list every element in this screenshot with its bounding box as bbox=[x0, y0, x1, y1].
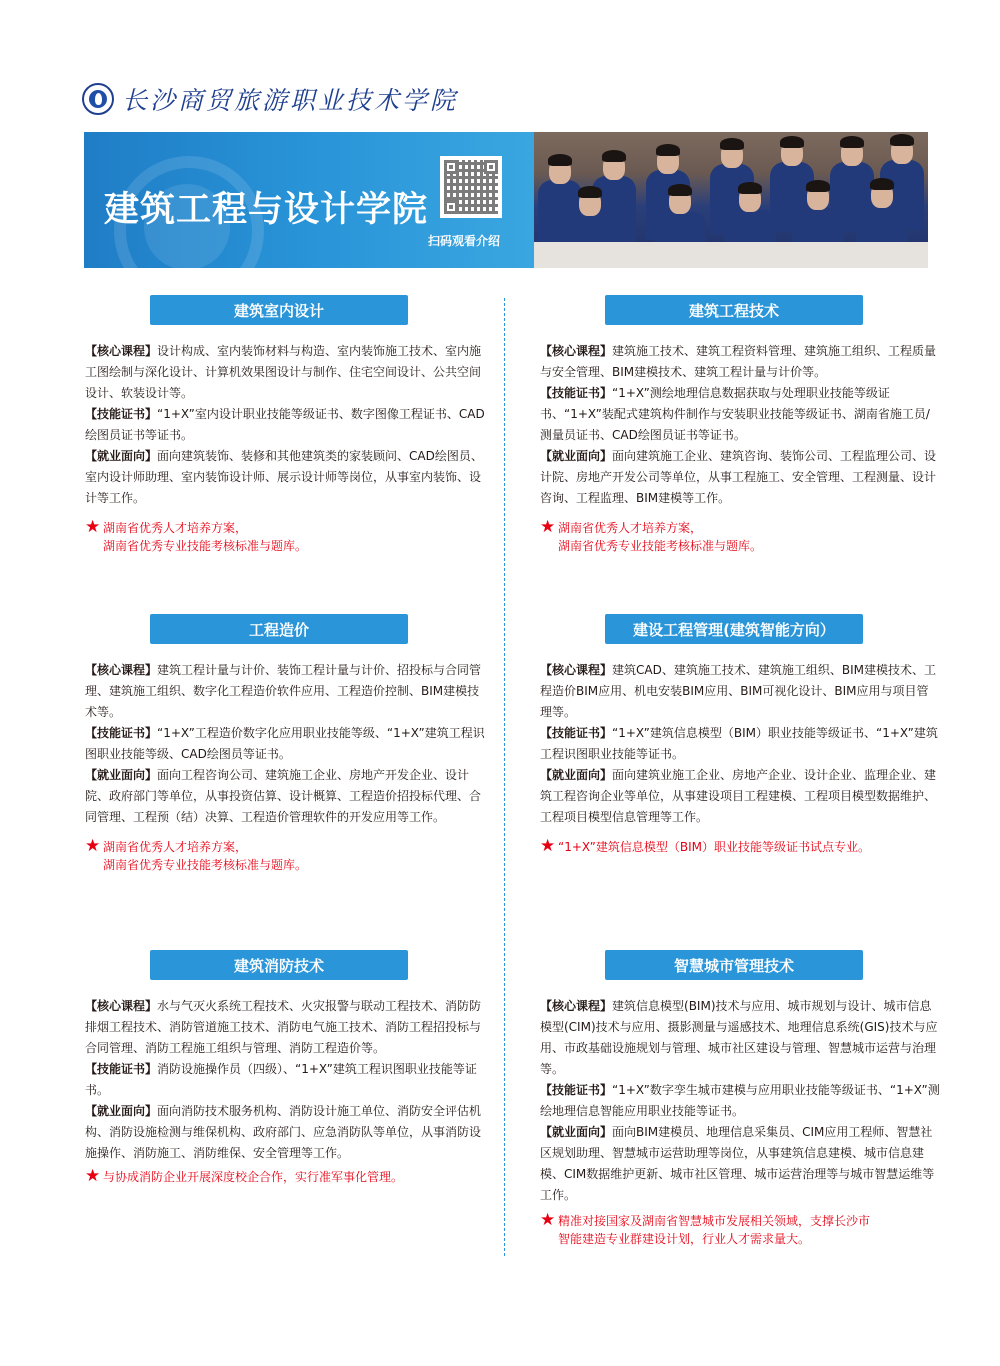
program-title: 建筑工程技术 bbox=[605, 295, 863, 325]
cert-label: 【技能证书】 bbox=[540, 1083, 613, 1097]
star-icon: ★ bbox=[85, 836, 101, 856]
school-name: 长沙商贸旅游职业技术学院 bbox=[122, 86, 459, 115]
program-construction-management bbox=[540, 614, 940, 856]
star-icon: ★ bbox=[540, 836, 556, 856]
certificates: “1+X”室内设计职业技能等级证书、数字图像工程证书、CAD绘图员证书等证书。 bbox=[85, 407, 485, 442]
employment: 面向建筑业施工企业、房地产企业、设计企业、监理企业、建筑工程咨询企业等单位，从事建设项目工程建模、工程项目模型数据维护、工程项目模型信息管理等工作。 bbox=[540, 768, 937, 824]
program-title: 建设工程管理(建筑智能方向） bbox=[605, 614, 863, 644]
certificates: “1+X”建筑信息模型（BIM）职业技能等级证书、“1+X”建筑工程识图职业技能等证书。 bbox=[540, 726, 938, 761]
program-building-engineering bbox=[540, 295, 940, 555]
employment: 面向消防技术服务机构、消防设计施工单位、消防安全评估机构、消防设施检测与维保机构、政府部门、应急消防队等单位，从事消防设施操作、消防施工、消防维保、安全管理等工作。 bbox=[85, 1104, 482, 1160]
program-details bbox=[85, 341, 485, 509]
students-photo bbox=[534, 132, 928, 268]
core-label: 【核心课程】 bbox=[540, 663, 613, 677]
program-fire-protection bbox=[85, 950, 485, 1186]
cert-label: 【技能证书】 bbox=[85, 1062, 158, 1076]
cert-label: 【技能证书】 bbox=[540, 386, 613, 400]
star-icon: ★ bbox=[540, 517, 556, 537]
program-highlight bbox=[85, 1168, 485, 1186]
highlight-line: 精准对接国家及湖南省智慧城市发展相关领域，支撑长沙市 bbox=[558, 1214, 871, 1228]
certificates: “1+X”数字孪生城市建模与应用职业技能等级证书、“1+X”测绘地理信息智能应用职业技能等证书。 bbox=[540, 1083, 940, 1118]
column-divider bbox=[504, 298, 505, 1256]
core-label: 【核心课程】 bbox=[540, 999, 613, 1013]
program-title: 建筑消防技术 bbox=[150, 950, 408, 980]
program-cost-engineering bbox=[85, 614, 485, 874]
job-label: 【就业面向】 bbox=[85, 768, 158, 782]
employment: 面向建筑施工企业、建筑咨询、装饰公司、工程监理公司、设计院、房地产开发公司等单位，从事工程施工、安全管理、工程测量、设计咨询、工程监理、BIM建模等工作。 bbox=[540, 449, 937, 505]
highlight-line: 湖南省优秀人才培养方案， bbox=[103, 521, 248, 535]
school-logo bbox=[82, 82, 458, 116]
program-highlight bbox=[540, 838, 940, 856]
qr-finder-icon bbox=[444, 200, 458, 214]
highlight-line: 湖南省优秀专业技能考核标准与题库。 bbox=[103, 858, 308, 872]
program-details bbox=[540, 660, 940, 828]
certificates: “1+X”测绘地理信息数据获取与处理职业技能等级证书、“1+X”装配式建筑构件制作与安装职业技能等级证书、湖南省施工员/测量员证书、CAD绘图员证书等证书。 bbox=[540, 386, 930, 442]
core-label: 【核心课程】 bbox=[540, 344, 613, 358]
job-label: 【就业面向】 bbox=[85, 1104, 158, 1118]
highlight-line: 湖南省优秀专业技能考核标准与题库。 bbox=[103, 539, 308, 553]
certificates: “1+X”工程造价数字化应用职业技能等级、“1+X”建筑工程识图职业技能等级、CAD绘图员等证书。 bbox=[85, 726, 485, 761]
job-label: 【就业面向】 bbox=[540, 449, 613, 463]
qr-label: 扫码观看介绍 bbox=[428, 234, 501, 248]
highlight-line: 湖南省优秀人才培养方案， bbox=[558, 521, 703, 535]
program-highlight bbox=[540, 519, 940, 555]
core-courses: 建筑工程计量与计价、装饰工程计量与计价、招投标与合同管理、建筑施工组织、数字化工程造价软件应用、工程造价控制、BIM建模技术等。 bbox=[85, 663, 482, 719]
core-courses: 水与气灭火系统工程技术、火灾报警与联动工程技术、消防防排烟工程技术、消防管道施工技术、消防电气施工技术、消防工程招投标与合同管理、消防工程施工组织与管理、消防工程造价等。 bbox=[85, 999, 482, 1055]
star-icon: ★ bbox=[540, 1210, 556, 1230]
program-highlight bbox=[85, 838, 485, 874]
program-highlight bbox=[540, 1212, 940, 1248]
core-courses: 建筑施工技术、建筑工程资料管理、建筑施工组织、工程质量与安全管理、BIM建模技术、建筑工程计量与计价等。 bbox=[540, 344, 937, 379]
banner-background bbox=[84, 132, 534, 268]
program-details bbox=[85, 996, 485, 1164]
program-interior-design bbox=[85, 295, 485, 555]
employment: 面向建筑装饰、装修和其他建筑类的家装顾问、CAD绘图员、室内设计师助理、室内装饰设计师、展示设计师等岗位，从事室内装饰、设计等工作。 bbox=[85, 449, 483, 505]
job-label: 【就业面向】 bbox=[540, 768, 613, 782]
highlight-line: 智能建造专业群建设计划，行业人才需求量大。 bbox=[558, 1232, 811, 1246]
program-smart-city bbox=[540, 950, 940, 1248]
job-label: 【就业面向】 bbox=[85, 449, 158, 463]
program-title: 工程造价 bbox=[150, 614, 408, 644]
program-title: 智慧城市管理技术 bbox=[605, 950, 863, 980]
qr-code-icon bbox=[444, 160, 498, 214]
header-banner bbox=[84, 132, 928, 268]
highlight-line: 湖南省优秀人才培养方案， bbox=[103, 840, 248, 854]
program-details bbox=[540, 341, 940, 509]
star-icon: ★ bbox=[85, 1166, 101, 1186]
employment: 面向BIM建模员、地理信息采集员、CIM应用工程师、智慧社区规划助理、智慧城市运营助理等岗位，从事建筑信息建模、城市信息建模、CIM数据维护更新、城市社区管理、城市运营治理等与城市智慧运维等工作。 bbox=[540, 1125, 935, 1202]
qr-code[interactable] bbox=[440, 156, 502, 218]
program-details bbox=[540, 996, 940, 1206]
highlight-line: 湖南省优秀专业技能考核标准与题库。 bbox=[558, 539, 763, 553]
qr-finder-icon bbox=[444, 160, 458, 174]
star-icon: ★ bbox=[85, 517, 101, 537]
highlight-line: 与协成消防企业开展深度校企合作，实行准军事化管理。 bbox=[103, 1170, 404, 1184]
core-courses: 设计构成、室内装饰材料与构造、室内装饰施工技术、室内施工图绘制与深化设计、计算机效果图设计与制作、住宅空间设计、公共空间设计、软装设计等。 bbox=[85, 344, 482, 400]
highlight-line: “1+X”建筑信息模型（BIM）职业技能等级证书试点专业。 bbox=[558, 840, 870, 854]
cert-label: 【技能证书】 bbox=[85, 407, 158, 421]
school-seal-icon bbox=[82, 83, 114, 115]
certificates: 消防设施操作员（四级）、“1+X”建筑工程识图职业技能等证书。 bbox=[85, 1062, 477, 1097]
cert-label: 【技能证书】 bbox=[85, 726, 158, 740]
program-highlight bbox=[85, 519, 485, 555]
core-label: 【核心课程】 bbox=[85, 344, 158, 358]
job-label: 【就业面向】 bbox=[540, 1125, 613, 1139]
program-details bbox=[85, 660, 485, 828]
page-title: 建筑工程与设计学院 bbox=[104, 190, 429, 230]
core-courses: 建筑CAD、建筑施工技术、建筑施工组织、BIM建模技术、工程造价BIM应用、机电安装BIM应用、BIM可视化设计、BIM应用与项目管理等。 bbox=[540, 663, 936, 719]
core-label: 【核心课程】 bbox=[85, 999, 158, 1013]
cert-label: 【技能证书】 bbox=[540, 726, 613, 740]
core-courses: 建筑信息模型(BIM)技术与应用、城市规划与设计、城市信息模型(CIM)技术与应用、摄影测量与遥感技术、地理信息系统(GIS)技术与应用、市政基础设施规划与管理、城市社区建设与管理、智慧城市运营与治理等。 bbox=[540, 999, 938, 1076]
employment: 面向工程咨询公司、建筑施工企业、房地产开发企业、设计院、政府部门等单位，从事投资估算、设计概算、工程造价招投标代理、合同管理、工程预（结）决算、工程造价管理软件的开发应用等工作。 bbox=[85, 768, 482, 824]
qr-finder-icon bbox=[484, 160, 498, 174]
program-title: 建筑室内设计 bbox=[150, 295, 408, 325]
core-label: 【核心课程】 bbox=[85, 663, 158, 677]
